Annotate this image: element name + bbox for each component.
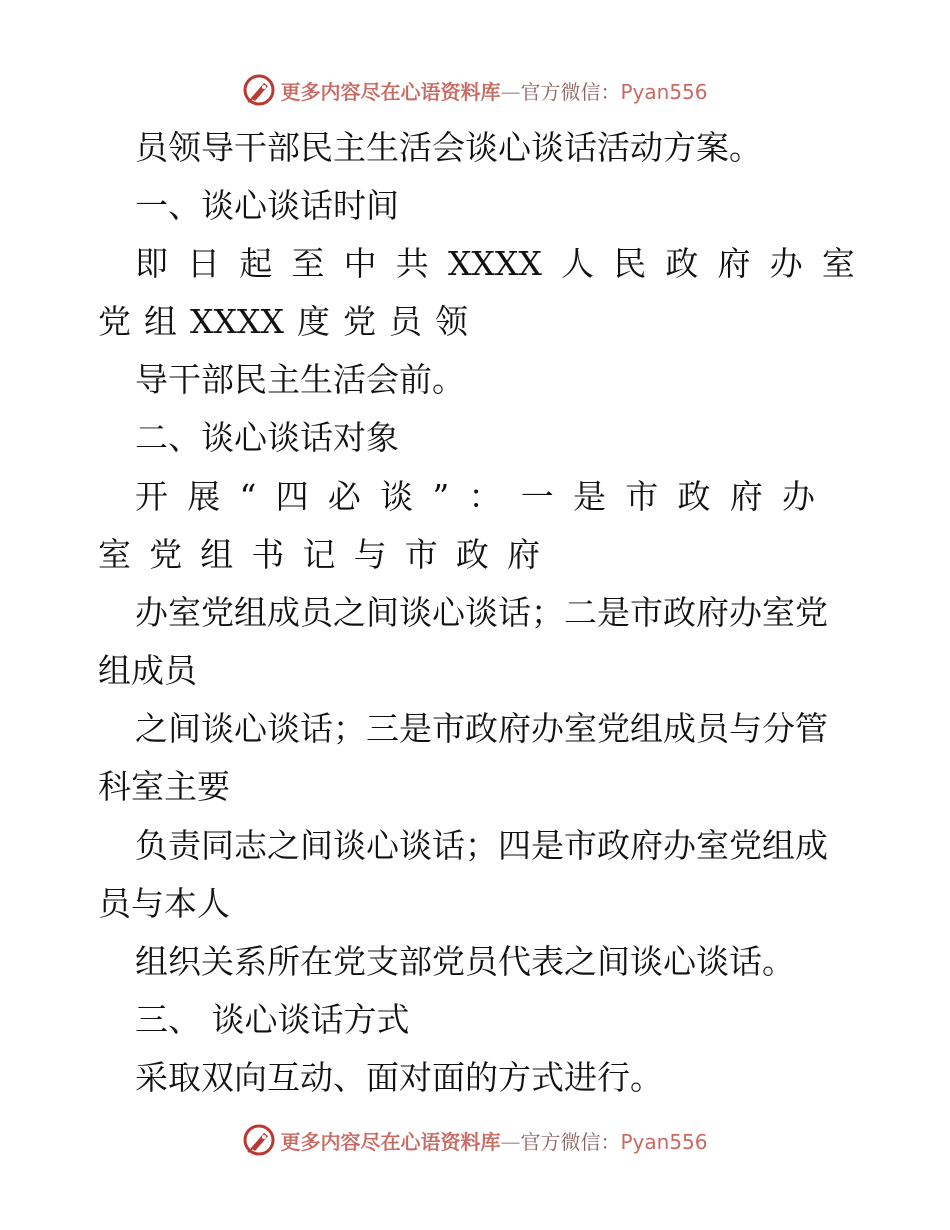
watermark-wx-label: 官方微信： [520, 79, 621, 104]
doc-token: 员 [388, 302, 422, 341]
watermark-text [280, 1126, 707, 1155]
doc-token: 府 [717, 244, 751, 283]
watermark-wx-id: Pyan556 [620, 1129, 708, 1154]
doc-token: 政 [665, 244, 699, 283]
watermark-wx-id: Pyan556 [620, 79, 708, 104]
doc-token: 展 [187, 477, 221, 516]
doc-token: 谈 [380, 477, 414, 516]
doc-token: 至 [291, 244, 325, 283]
doc-token: 一 [520, 477, 554, 516]
doc-token: 办 [769, 244, 803, 283]
doc-token: 中 [343, 244, 377, 283]
footer-watermark [0, 1120, 950, 1160]
doc-token: 与 [353, 535, 387, 574]
doc-line: 员与本人 [98, 884, 230, 923]
doc-token: 政 [677, 477, 711, 516]
doc-token: 起 [239, 244, 273, 283]
doc-token: 人 [561, 244, 595, 283]
doc-token: 党 [149, 535, 183, 574]
doc-line-spread [135, 477, 815, 517]
doc-token: 组 [200, 535, 234, 574]
doc-token: 四 [275, 477, 309, 516]
doc-token: “ [239, 477, 257, 516]
doc-token: 共 [395, 244, 429, 283]
section-heading: 一、谈心谈话时间 [135, 186, 399, 225]
doc-token: 组 [144, 302, 177, 341]
doc-token: 室 [98, 535, 131, 574]
doc-line: 员领导干部民主生活会谈心谈话活动方案。 [135, 128, 762, 167]
doc-line: 导干部民主生活会前。 [135, 360, 465, 399]
doc-token: 即 [135, 244, 168, 283]
doc-token: 度 [296, 302, 330, 341]
watermark-separator: — [500, 79, 521, 104]
doc-token: 是 [573, 477, 606, 516]
doc-token: XXXX [190, 302, 284, 341]
doc-line-spread [135, 244, 855, 284]
pen-nib-logo-icon [242, 1123, 276, 1157]
section-heading: 二、谈心谈话对象 [135, 418, 399, 457]
doc-token: 日 [187, 244, 221, 283]
doc-token: 室 [821, 244, 855, 283]
doc-line: 采取双向互动、面对面的方式进行。 [135, 1058, 663, 1097]
watermark-wx-label: 官方微信： [520, 1129, 621, 1154]
doc-token: 开 [135, 477, 168, 516]
watermark-cn-text: 更多内容尽在心语资料库 [280, 79, 501, 104]
doc-token: 府 [507, 535, 540, 574]
doc-line: 科室主要 [98, 767, 230, 806]
doc-token: 记 [302, 535, 336, 574]
doc-line: 之间谈心谈话；三是市政府办室党组成员与分管 [135, 709, 828, 748]
doc-line: 负责同志之间谈心谈话；四是市政府办室党组成 [135, 826, 828, 865]
doc-token: 必 [327, 477, 361, 516]
doc-token: ： [468, 477, 502, 516]
doc-token: 民 [613, 244, 647, 283]
doc-token: ” [432, 477, 450, 516]
doc-line: 组成员 [98, 651, 197, 690]
doc-token: XXXX [447, 244, 542, 283]
watermark-cn-text: 更多内容尽在心语资料库 [280, 1129, 501, 1154]
doc-token: 书 [251, 535, 285, 574]
doc-token: 市 [625, 477, 659, 516]
doc-token: 市 [404, 535, 438, 574]
doc-line-spread [98, 535, 540, 575]
doc-token: 领 [434, 302, 468, 341]
doc-token: 政 [455, 535, 489, 574]
doc-line: 办室党组成员之间谈心谈话；二是市政府办室党 [135, 593, 828, 632]
doc-token: 党 [98, 302, 131, 341]
watermark-separator: — [500, 1129, 521, 1154]
doc-token: 办 [782, 477, 815, 516]
section-heading: 三、 谈心谈话方式 [135, 1000, 410, 1039]
doc-token: 府 [729, 477, 763, 516]
doc-line: 组织关系所在党支部党员代表之间谈心谈话。 [135, 942, 795, 981]
doc-token: 党 [342, 302, 376, 341]
doc-line-spread [98, 302, 468, 342]
